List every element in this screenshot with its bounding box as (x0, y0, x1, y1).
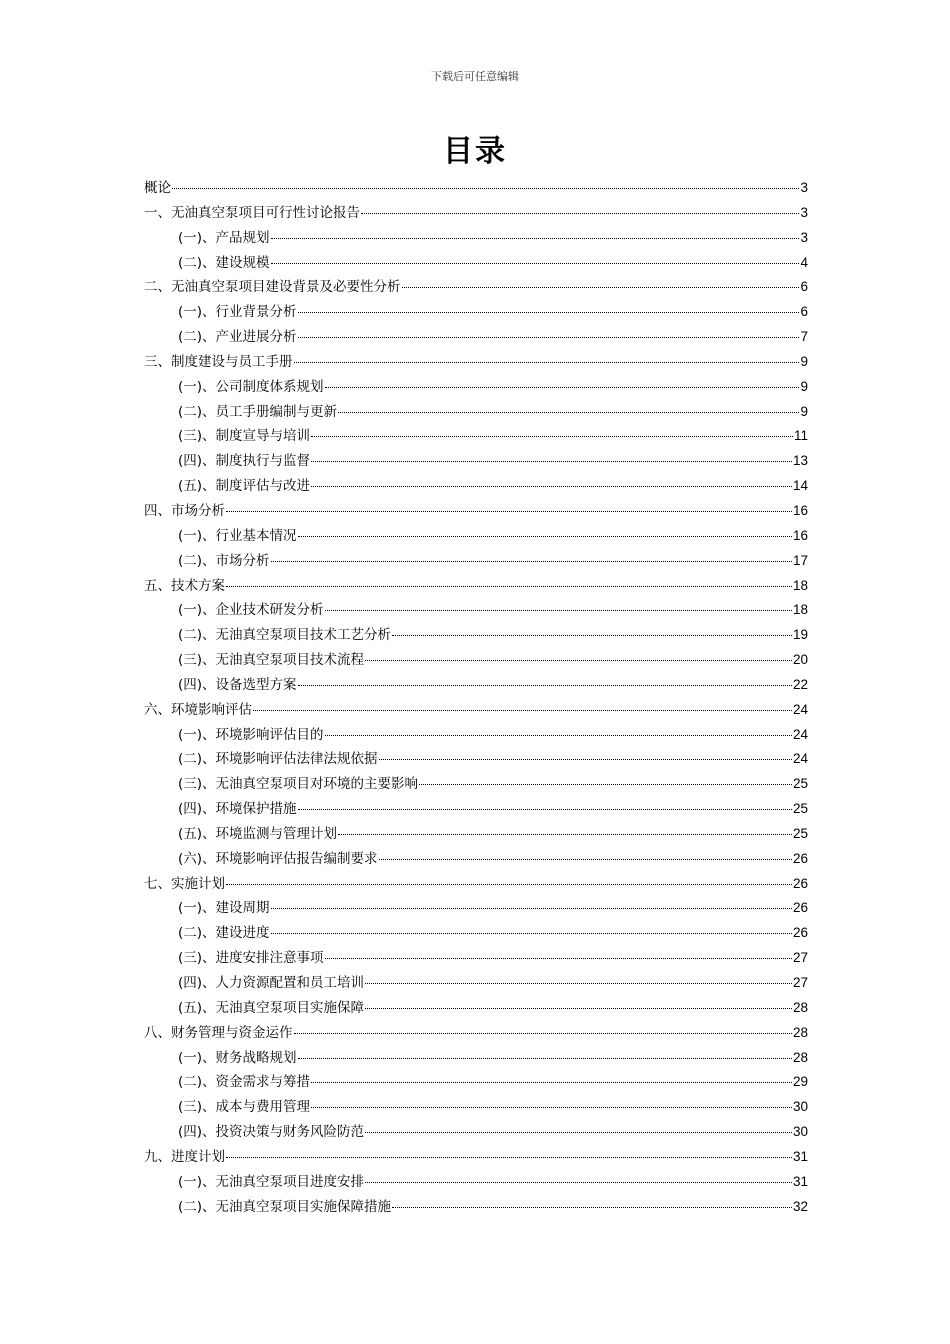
toc-dot-leader (392, 635, 792, 636)
toc-entry[interactable] (144, 499, 808, 524)
toc-entry-label: (一)、行业背景分析 (178, 304, 297, 321)
toc-entry[interactable] (144, 1070, 808, 1095)
toc-entry[interactable] (144, 1145, 808, 1170)
toc-entry-label: (四)、人力资源配置和员工培训 (178, 975, 365, 991)
toc-entry[interactable] (144, 772, 808, 797)
toc-entry-label: (五)、制度评估与改进 (178, 478, 311, 495)
toc-entry-label: (一)、行业基本情况 (178, 527, 297, 544)
toc-dot-leader (271, 263, 800, 264)
toc-entry[interactable] (144, 1095, 808, 1120)
toc-entry-page-number: 28 (792, 1049, 808, 1065)
toc-entry-page-number: 22 (792, 676, 808, 692)
toc-entry-label: (三)、制度宣导与培训 (178, 428, 311, 445)
toc-entry-label: 八、财务管理与资金运作 (144, 1024, 293, 1041)
toc-entry[interactable] (144, 251, 808, 276)
toc-entry-page-number: 24 (792, 701, 808, 717)
toc-entry-page-number: 18 (792, 577, 808, 593)
toc-entry-label: (五)、无油真空泵项目实施保障 (178, 999, 365, 1016)
toc-entry[interactable] (144, 1195, 808, 1220)
toc-dot-leader (172, 188, 799, 189)
toc-dot-leader (325, 610, 792, 611)
toc-entry-label: (三)、无油真空泵项目对环境的主要影响 (178, 776, 419, 793)
toc-dot-leader (392, 1207, 792, 1208)
toc-dot-leader (338, 834, 792, 835)
toc-entry-label: 五、技术方案 (144, 577, 225, 594)
toc-entry-page-number: 16 (792, 527, 808, 543)
toc-entry-label: 七、实施计划 (144, 875, 225, 892)
toc-entry-page-number: 13 (792, 453, 808, 469)
toc-entry[interactable] (144, 822, 808, 847)
header-note: 下载后可任意编辑 (431, 70, 519, 83)
toc-entry[interactable] (144, 623, 808, 648)
toc-dot-leader (298, 536, 792, 537)
toc-dot-leader (365, 1008, 792, 1009)
toc-entry-label: (二)、无油真空泵项目技术工艺分析 (178, 627, 392, 644)
toc-entry[interactable] (144, 424, 808, 449)
toc-entry[interactable] (144, 723, 808, 748)
toc-entry-page-number: 28 (792, 1024, 808, 1040)
toc-entry[interactable] (144, 574, 808, 599)
toc-dot-leader (298, 312, 800, 313)
toc-entry-page-number: 20 (792, 652, 808, 668)
toc-dot-leader (379, 759, 792, 760)
toc-entry[interactable] (144, 896, 808, 921)
toc-dot-leader (271, 238, 800, 239)
toc-entry-label: 四、市场分析 (144, 502, 225, 519)
toc-entry[interactable] (144, 549, 808, 574)
toc-entry[interactable] (144, 598, 808, 623)
toc-dot-leader (271, 908, 792, 909)
toc-entry-label: (二)、员工手册编制与更新 (178, 403, 338, 420)
toc-entry[interactable] (144, 474, 808, 499)
toc-entry-page-number: 31 (792, 1173, 808, 1189)
toc-entry-label: (一)、无油真空泵项目进度安排 (178, 1173, 365, 1190)
toc-entry-page-number: 30 (792, 1099, 808, 1115)
toc-entry-page-number: 26 (792, 925, 808, 941)
toc-dot-leader (226, 884, 792, 885)
toc-entry-label: (二)、市场分析 (178, 552, 270, 569)
toc-entry[interactable] (144, 673, 808, 698)
toc-entry-page-number: 11 (793, 428, 808, 444)
toc-dot-leader (226, 586, 792, 587)
toc-entry[interactable] (144, 648, 808, 673)
toc-entry-page-number: 6 (800, 304, 808, 320)
toc-entry-label: (二)、环境影响评估法律法规依据 (178, 751, 378, 768)
toc-entry[interactable] (144, 375, 808, 400)
toc-entry[interactable] (144, 201, 808, 226)
toc-entry-page-number: 26 (792, 850, 808, 866)
toc-dot-leader (419, 784, 792, 785)
toc-entry-page-number: 18 (792, 602, 808, 618)
toc-entry-page-number: 25 (792, 776, 808, 792)
toc-entry-label: (三)、进度安排注意事项 (178, 950, 324, 967)
toc-dot-leader (311, 1082, 792, 1083)
toc-entry-label: (三)、成本与费用管理 (178, 1099, 311, 1116)
toc-entry-page-number: 30 (792, 1124, 808, 1140)
toc-entry-page-number: 28 (792, 999, 808, 1015)
toc-entry-page-number: 7 (800, 329, 808, 345)
toc-entry-page-number: 26 (792, 875, 808, 891)
toc-entry-page-number: 24 (792, 726, 808, 742)
toc-dot-leader (402, 287, 800, 288)
toc-dot-leader (311, 1107, 792, 1108)
table-of-contents (144, 176, 808, 1219)
toc-entry-page-number: 9 (800, 353, 808, 369)
toc-entry-label: (二)、无油真空泵项目实施保障措施 (178, 1198, 392, 1215)
toc-dot-leader (311, 436, 793, 437)
toc-dot-leader (226, 511, 792, 512)
toc-entry[interactable] (144, 971, 808, 996)
toc-entry[interactable] (144, 1170, 808, 1195)
toc-dot-leader (325, 387, 800, 388)
toc-entry-page-number: 3 (800, 204, 808, 220)
toc-entry-label: (一)、环境影响评估目的 (178, 726, 324, 743)
toc-entry[interactable] (144, 1021, 808, 1046)
toc-entry[interactable] (144, 176, 808, 201)
toc-entry-page-number: 29 (792, 1074, 808, 1090)
toc-entry-label: (四)、制度执行与监督 (178, 453, 311, 470)
toc-entry-label: (二)、建设进度 (178, 925, 270, 942)
toc-entry-label: 二、无油真空泵项目建设背景及必要性分析 (144, 279, 401, 296)
toc-entry-page-number: 4 (800, 254, 808, 270)
toc-dot-leader (361, 213, 799, 214)
toc-entry[interactable] (144, 449, 808, 474)
toc-entry[interactable] (144, 1046, 808, 1071)
toc-entry-label: 九、进度计划 (144, 1148, 225, 1165)
toc-entry[interactable] (144, 797, 808, 822)
toc-dot-leader (338, 412, 799, 413)
toc-entry-label: (一)、公司制度体系规划 (178, 378, 324, 395)
toc-dot-leader (325, 958, 792, 959)
toc-entry[interactable] (144, 400, 808, 425)
toc-entry-label: (二)、产业进展分析 (178, 329, 297, 346)
toc-entry[interactable] (144, 275, 808, 300)
toc-entry-page-number: 24 (792, 751, 808, 767)
toc-entry-page-number: 32 (792, 1198, 808, 1214)
toc-dot-leader (226, 1157, 792, 1158)
toc-title: 目录 (443, 134, 507, 169)
toc-entry[interactable] (144, 325, 808, 350)
toc-dot-leader (253, 710, 792, 711)
toc-entry-page-number: 3 (800, 180, 808, 195)
toc-dot-leader (325, 735, 792, 736)
toc-dot-leader (298, 1058, 792, 1059)
toc-entry-page-number: 6 (800, 279, 808, 295)
toc-entry-label: (二)、建设规模 (178, 254, 270, 271)
toc-entry[interactable] (144, 1120, 808, 1145)
toc-entry-label: (一)、财务战略规划 (178, 1049, 297, 1066)
toc-entry[interactable] (144, 226, 808, 251)
toc-dot-leader (365, 983, 792, 984)
toc-entry-page-number: 25 (792, 801, 808, 817)
toc-entry-label: (四)、投资决策与财务风险防范 (178, 1124, 365, 1141)
toc-entry[interactable] (144, 847, 808, 872)
toc-entry-page-number: 16 (792, 502, 808, 518)
toc-entry[interactable] (144, 996, 808, 1021)
toc-entry-label: (五)、环境监测与管理计划 (178, 825, 338, 842)
toc-dot-leader (298, 809, 792, 810)
toc-entry[interactable] (144, 872, 808, 897)
toc-entry[interactable] (144, 698, 808, 723)
toc-entry-page-number: 9 (800, 378, 808, 394)
toc-dot-leader (365, 1182, 792, 1183)
toc-dot-leader (294, 362, 800, 363)
toc-entry[interactable] (144, 300, 808, 325)
toc-entry-label: (四)、环境保护措施 (178, 801, 297, 818)
toc-entry[interactable] (144, 747, 808, 772)
toc-entry-label: (一)、建设周期 (178, 900, 270, 917)
toc-entry-page-number: 31 (792, 1148, 808, 1164)
toc-entry[interactable] (144, 921, 808, 946)
toc-dot-leader (365, 1132, 792, 1133)
toc-entry-page-number: 3 (800, 229, 808, 245)
toc-entry-label: (二)、资金需求与筹措 (178, 1074, 311, 1091)
toc-entry-label: 概论 (144, 180, 171, 196)
toc-entry-label: (一)、产品规划 (178, 229, 270, 246)
toc-entry-label: 三、制度建设与员工手册 (144, 353, 293, 370)
toc-entry-page-number: 17 (792, 552, 808, 568)
toc-entry[interactable] (144, 946, 808, 971)
toc-entry-label: 六、环境影响评估 (144, 701, 252, 718)
toc-dot-leader (365, 660, 792, 661)
toc-entry-page-number: 25 (792, 825, 808, 841)
toc-dot-leader (271, 933, 792, 934)
toc-entry-label: 一、无油真空泵项目可行性讨论报告 (144, 204, 360, 221)
toc-dot-leader (298, 337, 800, 338)
toc-entry-page-number: 19 (792, 627, 808, 643)
toc-dot-leader (311, 461, 792, 462)
toc-entry-page-number: 27 (792, 975, 808, 990)
toc-entry[interactable] (144, 350, 808, 375)
toc-dot-leader (311, 486, 792, 487)
toc-entry-page-number: 9 (800, 403, 808, 419)
toc-entry-page-number: 14 (792, 478, 808, 494)
toc-entry-label: (六)、环境影响评估报告编制要求 (178, 850, 378, 867)
toc-dot-leader (294, 1033, 792, 1034)
toc-dot-leader (379, 859, 792, 860)
toc-entry-page-number: 26 (792, 900, 808, 916)
toc-dot-leader (271, 561, 792, 562)
toc-entry-page-number: 27 (792, 950, 808, 966)
toc-entry-label: (一)、企业技术研发分析 (178, 602, 324, 619)
toc-entry[interactable] (144, 524, 808, 549)
toc-entry-label: (四)、设备选型方案 (178, 676, 297, 693)
toc-dot-leader (298, 685, 792, 686)
toc-entry-label: (三)、无油真空泵项目技术流程 (178, 652, 365, 669)
